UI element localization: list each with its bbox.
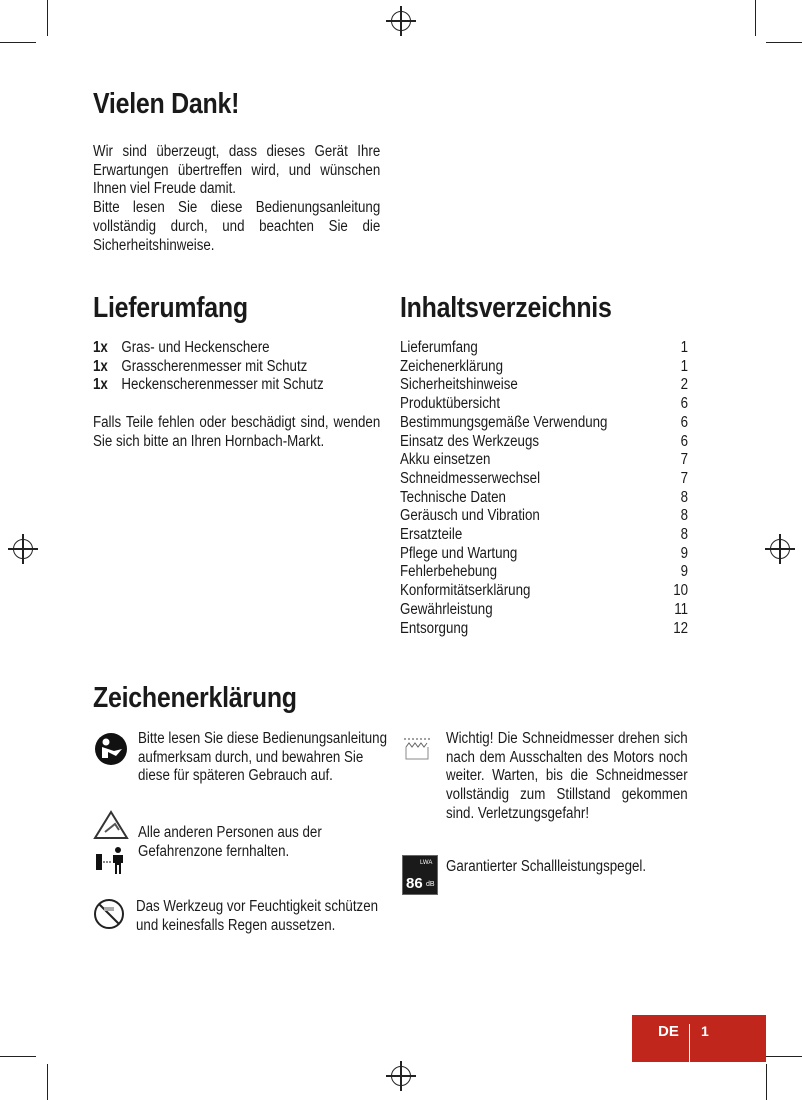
toc-entry xyxy=(400,489,688,508)
toc-entry-page: 6 xyxy=(680,413,689,431)
toc-entry-page: 8 xyxy=(680,507,689,525)
toc-entry-page: 9 xyxy=(680,563,689,581)
symbols-title: Zeichenerklärung xyxy=(93,682,297,714)
toc-entry-page: 9 xyxy=(680,544,689,562)
qty: 1x xyxy=(93,376,108,394)
language-code: DE xyxy=(658,1023,679,1040)
thanks-title: Vielen Dank! xyxy=(93,88,240,120)
toc-entry xyxy=(400,414,688,433)
toc-title: Inhaltsverzeichnis xyxy=(400,292,612,324)
toc-entry-page: 11 xyxy=(674,600,689,618)
keep-away-icon xyxy=(93,810,129,878)
toc-entry xyxy=(400,470,688,489)
list-item xyxy=(93,339,380,358)
symbol-no-rain-text: Das Werkzeug vor Feuchtigkeit schützen und keinesfalls Regen aussetzen. xyxy=(136,898,379,934)
toc-entry xyxy=(400,358,688,377)
toc-entry xyxy=(400,545,688,564)
toc-entry-label: Geräusch und Vibration xyxy=(400,507,540,525)
toc-entry-label: Technische Daten xyxy=(400,488,506,506)
toc-entry xyxy=(400,620,688,639)
toc-entry-label: Entsorgung xyxy=(400,619,469,637)
symbol-blades-text: Wichtig! Die Schneidmesser drehen sich nach dem Ausschalten des Motors noch weiter. Warten, bis die Schneidmesser vollständig zum Stillstand gekommen sind. Verletzungsgefahr! xyxy=(446,730,688,822)
toc-entry-page: 8 xyxy=(680,488,689,506)
item-label: Gras- und Heckenschere xyxy=(121,339,270,356)
crop-mark xyxy=(47,0,48,36)
toc-entry-label: Bestimmungsgemäße Verwendung xyxy=(400,413,608,431)
toc-entry-label: Einsatz des Werkzeugs xyxy=(400,432,540,450)
qty: 1x xyxy=(93,357,108,375)
toc-entry-label: Zeichenerklärung xyxy=(400,357,503,375)
page-number: 1 xyxy=(701,1023,709,1039)
delivery-list xyxy=(93,339,380,451)
delivery-note: Falls Teile fehlen oder beschädigt sind, wenden Sie sich bitte an Ihren Hornbach-Markt. xyxy=(93,413,381,450)
toc-entry-label: Fehlerbehebung xyxy=(400,563,498,581)
toc-entry-label: Akku einsetzen xyxy=(400,451,491,469)
toc-entry-label: Produktübersicht xyxy=(400,395,501,413)
toc-entry-label: Ersatzteile xyxy=(400,526,463,544)
toc-entry xyxy=(400,451,688,470)
toc-entry-page: 10 xyxy=(673,582,689,600)
toc-entry-label: Pflege und Wartung xyxy=(400,544,518,562)
crop-mark xyxy=(766,1064,767,1100)
toc-entry xyxy=(400,339,688,358)
toc-entry-label: Lieferumfang xyxy=(400,339,478,356)
toc-entry xyxy=(400,526,688,545)
qty: 1x xyxy=(93,339,108,356)
list-item xyxy=(93,358,380,377)
toc-entry xyxy=(400,433,688,452)
thanks-text xyxy=(93,143,380,255)
sound-value: 86 xyxy=(406,875,423,892)
thanks-paragraph: Wir sind überzeugt, dass dieses Gerät Ihre Erwartungen übertreffen wird, und wünschen Ihnen viel Freude damit. xyxy=(93,143,381,198)
toc-entry xyxy=(400,507,688,526)
crop-mark xyxy=(755,0,756,36)
list-item xyxy=(93,376,380,395)
read-manual-icon xyxy=(94,732,128,766)
toc-entry-page: 1 xyxy=(680,339,689,356)
crop-mark xyxy=(766,42,802,43)
toc-entry-page: 7 xyxy=(680,451,689,469)
item-label: Grasscherenmesser mit Schutz xyxy=(121,357,308,375)
toc-entry xyxy=(400,601,688,620)
no-rain-icon xyxy=(93,898,125,930)
crop-mark xyxy=(0,42,36,43)
registration-mark-icon xyxy=(391,1066,411,1086)
registration-mark-icon xyxy=(770,539,790,559)
toc-entry-label: Schneidmesserwechsel xyxy=(400,469,541,487)
toc-entry-page: 1 xyxy=(680,357,689,375)
toc-entry xyxy=(400,582,688,601)
toc-entry-label: Konformitätserklärung xyxy=(400,582,531,600)
delivery-title: Lieferumfang xyxy=(93,292,248,324)
symbol-read-manual-text: Bitte lesen Sie diese Bedienungsanleitung aufmerksam durch, und bewahren Sie diese für späteren Gebrauch auf. xyxy=(138,730,388,785)
toc-entry-page: 7 xyxy=(680,469,689,487)
toc-entry-page: 6 xyxy=(680,432,689,450)
thanks-paragraph: Bitte lesen Sie diese Bedienungsanleitung vollständig durch, und beachten Sie die Sicherheitshinweise. xyxy=(93,199,381,254)
page-footer-tab xyxy=(632,1015,766,1062)
registration-mark-icon xyxy=(391,11,411,31)
sound-level-icon xyxy=(402,855,438,895)
toc-entry xyxy=(400,376,688,395)
toc-entry-label: Sicherheitshinweise xyxy=(400,376,518,394)
toc-entry xyxy=(400,395,688,414)
toc-entry xyxy=(400,563,688,582)
sound-unit: dB xyxy=(426,881,435,888)
toc-entry-label: Gewährleistung xyxy=(400,600,493,618)
toc-list xyxy=(400,339,688,638)
crop-mark xyxy=(766,1056,802,1057)
toc-entry-page: 12 xyxy=(673,619,689,637)
registration-mark-icon xyxy=(13,539,33,559)
blade-run-on-icon xyxy=(402,733,432,767)
item-label: Heckenscherenmesser mit Schutz xyxy=(121,376,324,394)
divider xyxy=(689,1024,690,1062)
toc-entry-page: 8 xyxy=(680,526,689,544)
crop-mark xyxy=(47,1064,48,1100)
symbol-sound-text: Garantierter Schallleistungspegel. xyxy=(446,858,647,875)
sound-label: LWA xyxy=(420,860,433,866)
toc-entry-page: 6 xyxy=(680,395,689,413)
symbol-keep-away-text: Alle anderen Personen aus der Gefahrenzone fernhalten. xyxy=(138,824,322,860)
toc-entry-page: 2 xyxy=(680,376,689,394)
crop-mark xyxy=(0,1056,36,1057)
